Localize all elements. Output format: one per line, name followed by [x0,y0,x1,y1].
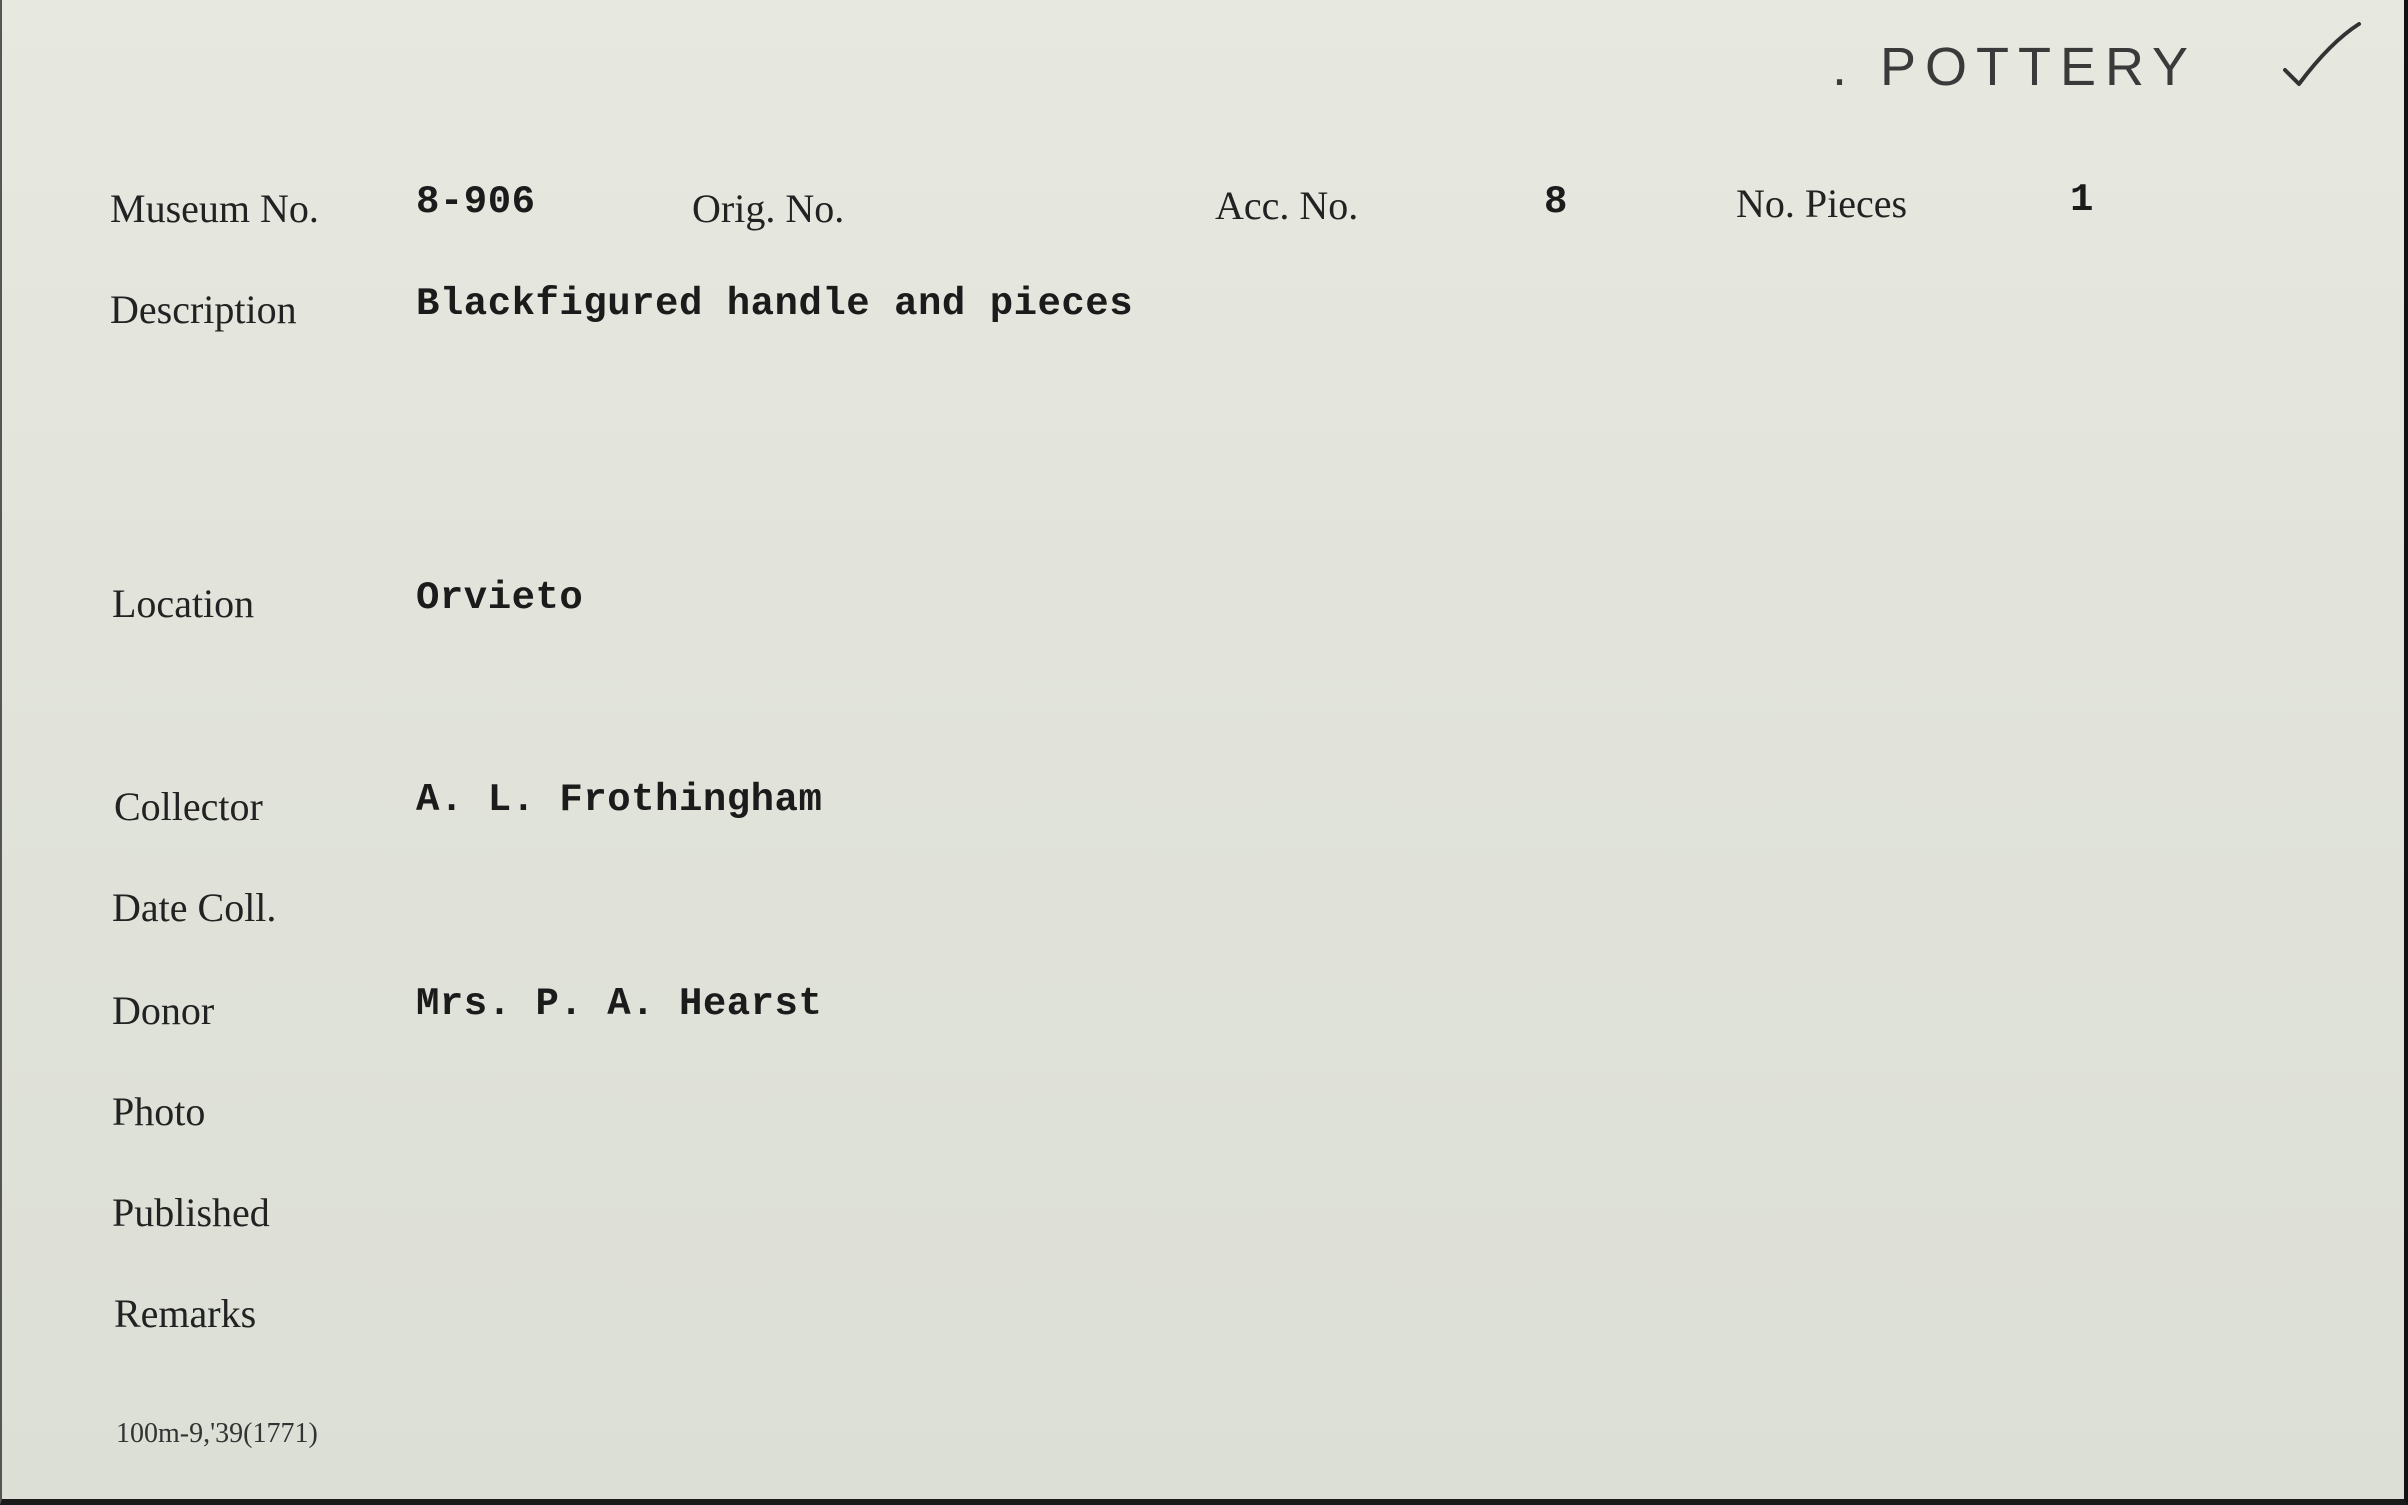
acc-no-label: Acc. No. [1215,183,1359,228]
published-label: Published [112,1190,270,1235]
check-mark-icon [2277,22,2367,102]
category-stamp: . POTTERY [1832,37,2198,97]
no-pieces-label: No. Pieces [1736,181,1908,226]
description-value: Blackfigured handle and pieces [416,282,1134,326]
date-coll-label: Date Coll. [112,885,277,930]
description-label: Description [110,287,297,332]
photo-label: Photo [112,1089,206,1134]
collector-value: A. L. Frothingham [416,778,823,822]
collector-label: Collector [114,784,263,829]
museum-no-value: 8-906 [416,180,536,224]
remarks-label: Remarks [114,1291,257,1336]
donor-label: Donor [112,988,215,1033]
acc-no-value: 8 [1544,180,1568,224]
museum-no-label: Museum No. [110,186,319,231]
donor-value: Mrs. P. A. Hearst [416,982,823,1026]
orig-no-label: Orig. No. [692,186,845,231]
print-code: 100m-9,'39(1771) [116,1418,318,1449]
no-pieces-value: 1 [2070,178,2094,222]
location-label: Location [112,581,255,626]
location-value: Orvieto [416,576,584,620]
